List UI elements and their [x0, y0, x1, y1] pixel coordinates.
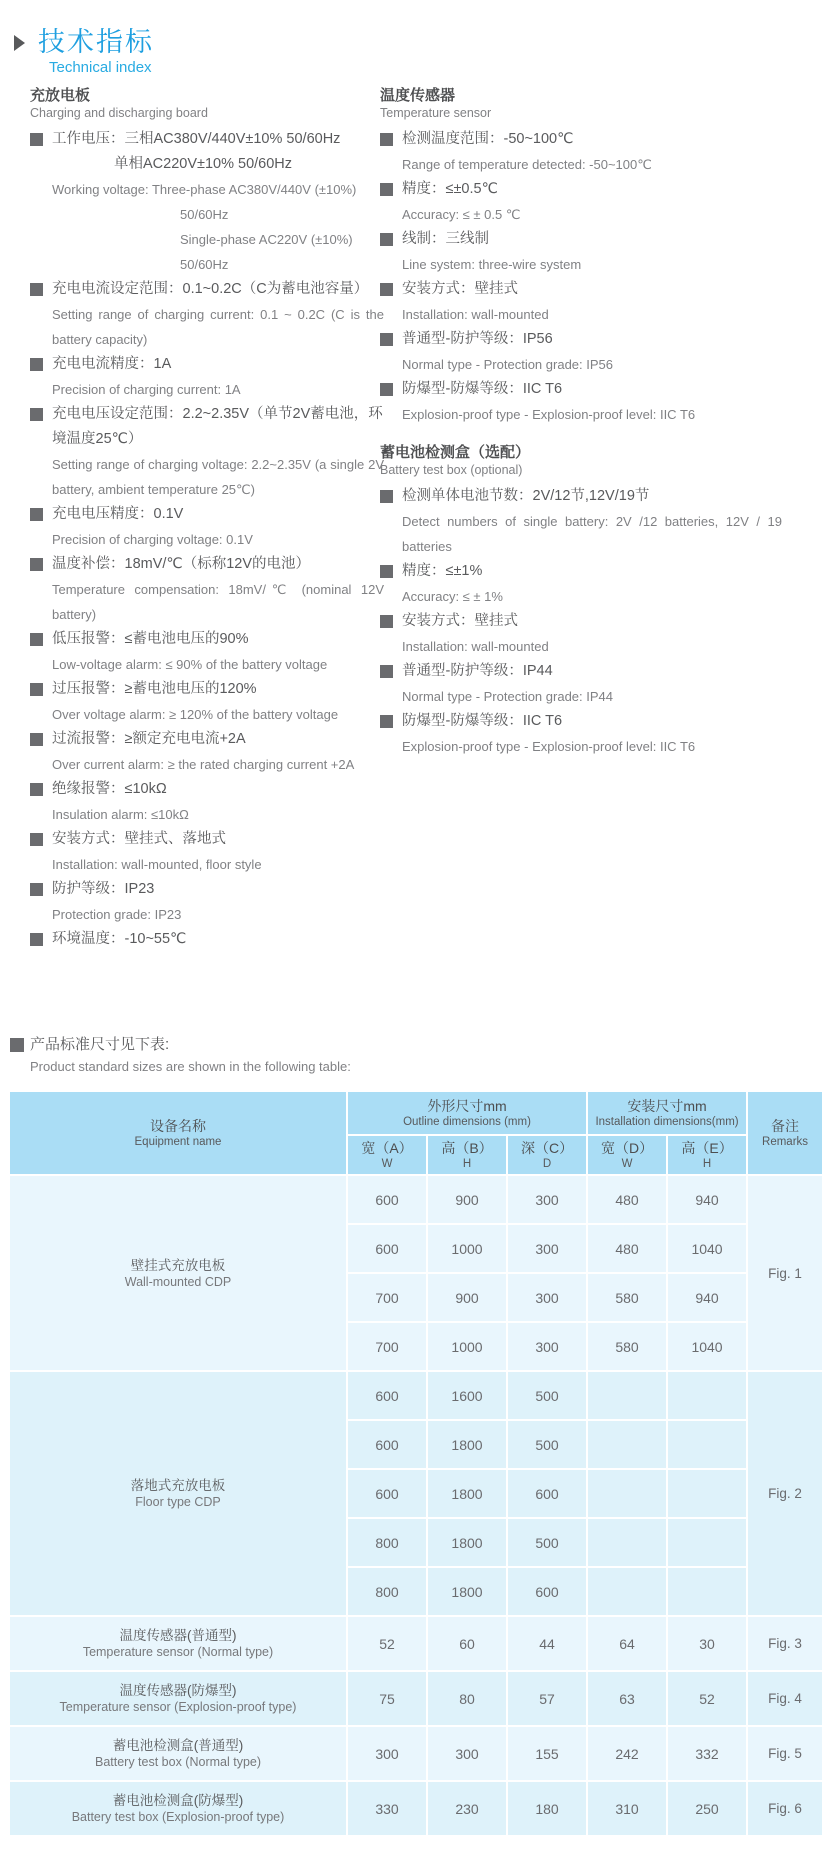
bullet-square-icon — [30, 283, 43, 296]
spec-text-en: Over voltage alarm: ≥ 120% of the battery voltage — [52, 707, 339, 722]
spec-item — [30, 927, 384, 952]
spec-item — [30, 402, 384, 502]
dimension-cell: 44 — [507, 1616, 587, 1671]
spec-text-en: Low-voltage alarm: ≤ 90% of the battery voltage — [52, 657, 328, 672]
bullet-square-icon — [30, 683, 43, 696]
equipment-name-cell — [9, 1616, 347, 1671]
spec-item — [30, 627, 384, 677]
col-header-depth-c — [507, 1135, 587, 1175]
dimension-cell: 900 — [427, 1273, 507, 1322]
dimension-cell: 300 — [427, 1726, 507, 1781]
spec-section — [30, 86, 384, 952]
dimension-cell: 230 — [427, 1781, 507, 1836]
section-heading-en: Temperature sensor — [380, 106, 492, 120]
dimension-cell: 600 — [347, 1469, 427, 1518]
spec-text-en: Detect numbers of single battery: 2V /12 batteries, 12V / 19 batteries — [402, 514, 782, 554]
equipment-name-zh: 壁挂式充放电板 — [130, 1257, 226, 1273]
dimension-cell: 310 — [587, 1781, 667, 1836]
spec-text-en: Single-phase AC220V (±10%) 50/60Hz — [180, 232, 353, 272]
table-note-zh: 产品标准尺寸见下表: — [30, 1036, 170, 1053]
spec-item — [380, 177, 782, 227]
table-row — [9, 1781, 823, 1836]
bullet-square-icon — [10, 1038, 24, 1052]
dimension-cell — [667, 1518, 747, 1567]
spec-column-right — [380, 86, 782, 775]
spec-item — [380, 659, 782, 709]
spec-text-en: Explosion-proof type - Explosion-proof level: IIC T6 — [402, 407, 696, 422]
equipment-name-en: Wall-mounted CDP — [124, 1274, 232, 1289]
section-heading-en: Charging and discharging board — [30, 106, 208, 120]
spec-text-zh: 过压报警：≥蓄电池电压的120% — [52, 681, 257, 697]
spec-text-zh: 环境温度：-10~55℃ — [52, 931, 187, 947]
dimension-cell: 30 — [667, 1616, 747, 1671]
spec-text-zh: 普通型-防护等级：IP44 — [402, 663, 553, 679]
spec-text-en: Setting range of charging voltage: 2.2~2.35V (a single 2V battery, ambient temperature 25℃) — [52, 457, 384, 497]
spec-text-en: Protection grade: IP23 — [52, 907, 182, 922]
spec-text-en: Range of temperature detected: -50~100℃ — [402, 157, 652, 172]
spec-section — [380, 443, 782, 759]
dimension-cell: 940 — [667, 1273, 747, 1322]
equipment-name-cell — [9, 1371, 347, 1616]
spec-item — [30, 827, 384, 877]
dimension-cell: 800 — [347, 1518, 427, 1567]
spec-text-zh: 防爆型-防爆等级：IIC T6 — [402, 713, 563, 729]
dimension-cell: 63 — [587, 1671, 667, 1726]
table-note-en: Product standard sizes are shown in the following table: — [30, 1059, 351, 1074]
spec-item — [30, 277, 384, 352]
dimension-cell: 580 — [587, 1273, 667, 1322]
spec-text-en: Accuracy: ≤ ± 0.5 ℃ — [402, 207, 521, 222]
spec-item — [30, 502, 384, 552]
dimension-cell: 330 — [347, 1781, 427, 1836]
dimension-cell: 332 — [667, 1726, 747, 1781]
dimension-cell: 600 — [507, 1567, 587, 1616]
section-heading-zh: 蓄电池检测盒（选配） — [380, 444, 531, 461]
dimension-cell: 600 — [347, 1224, 427, 1273]
dimension-cell: 580 — [587, 1322, 667, 1371]
spec-text-zh: 充电电压精度：0.1V — [52, 506, 184, 522]
dimension-cell: 480 — [587, 1175, 667, 1224]
spec-text-en: Precision of charging current: 1A — [52, 382, 241, 397]
col-header-width-a — [347, 1135, 427, 1175]
remark-cell: Fig. 4 — [747, 1671, 823, 1726]
spec-item — [30, 777, 384, 827]
spec-text-en: Over current alarm: ≥ the rated charging current +2A — [52, 757, 355, 772]
page-header — [14, 26, 154, 77]
spec-item — [380, 559, 782, 609]
col-header-equipment-zh: 设备名称 — [150, 1117, 206, 1134]
bullet-square-icon — [380, 283, 393, 296]
spec-item — [380, 127, 782, 177]
bullet-square-icon — [30, 883, 43, 896]
bullet-square-icon — [380, 490, 393, 503]
spec-item — [380, 609, 782, 659]
bullet-square-icon — [380, 665, 393, 678]
equipment-name-zh: 落地式充放电板 — [130, 1478, 226, 1493]
spec-item — [30, 352, 384, 402]
spec-text-zh: 普通型-防护等级：IP56 — [402, 331, 553, 347]
dimension-cell: 500 — [507, 1420, 587, 1469]
dimension-cell: 242 — [587, 1726, 667, 1781]
bullet-square-icon — [380, 333, 393, 346]
bullet-square-icon — [30, 133, 43, 146]
page-subtitle: Technical index — [49, 59, 152, 76]
table-row — [9, 1671, 823, 1726]
dimension-cell: 1000 — [427, 1224, 507, 1273]
sub-header-zh: 宽（A） — [361, 1139, 413, 1156]
spec-text-zh: 防护等级：IP23 — [52, 881, 155, 897]
dimension-cell — [667, 1567, 747, 1616]
page-title-block — [25, 26, 154, 77]
spec-text-zh: 安装方式：壁挂式、落地式 — [52, 831, 226, 847]
spec-section — [380, 86, 782, 427]
dimension-cell: 940 — [667, 1175, 747, 1224]
spec-item — [30, 127, 384, 277]
spec-item — [380, 484, 782, 559]
spec-text-en: 50/60Hz — [180, 207, 229, 222]
dimension-cell: 900 — [427, 1175, 507, 1224]
spec-text-en: Setting range of charging current: 0.1 ~ 0.2C (C is the battery capacity) — [52, 307, 384, 347]
spec-text-zh: 防爆型-防爆等级：IIC T6 — [402, 381, 563, 397]
dimension-cell: 500 — [507, 1371, 587, 1420]
spec-text-zh: 线制：三线制 — [402, 231, 489, 247]
table-note — [10, 1034, 630, 1078]
section-arrow-icon — [14, 35, 25, 51]
spec-item — [380, 277, 782, 327]
bullet-square-icon — [30, 833, 43, 846]
section-heading-zh: 充放电板 — [30, 87, 91, 104]
section-heading-en: Battery test box (optional) — [380, 463, 523, 477]
spec-text-zh: 精度：≤±1% — [402, 563, 483, 579]
dimension-cell — [587, 1371, 667, 1420]
dimension-cell: 155 — [507, 1726, 587, 1781]
col-header-installation — [587, 1091, 747, 1135]
spec-item — [380, 227, 782, 277]
spec-text-en: Normal type - Protection grade: IP44 — [402, 689, 613, 704]
spec-item — [30, 877, 384, 927]
spec-text-zh: 温度补偿：18mV/℃（标称12V的电池） — [52, 556, 310, 572]
dimension-cell — [667, 1371, 747, 1420]
spec-text-zh: 安装方式：壁挂式 — [402, 613, 518, 629]
spec-text-zh: 检测单体电池节数：2V/12节,12V/19节 — [402, 488, 650, 504]
dimension-cell: 1600 — [427, 1371, 507, 1420]
spec-text-zh: 充电电压设定范围：2.2~2.35V（单节2V蓄电池，环境温度25℃） — [52, 406, 383, 447]
bullet-square-icon — [30, 783, 43, 796]
sub-header-zh: 宽（D） — [600, 1139, 654, 1156]
col-header-remarks-en: Remarks — [762, 1135, 809, 1148]
equipment-name-zh: 蓄电池检测盒(普通型) — [112, 1738, 244, 1753]
dimension-cell — [587, 1518, 667, 1567]
spec-text-zh: 精度：≤±0.5℃ — [402, 181, 498, 197]
dimension-cell: 64 — [587, 1616, 667, 1671]
spec-text-en: Insulation alarm: ≤10kΩ — [52, 807, 189, 822]
col-header-installation-en: Installation dimensions(mm) — [595, 1115, 739, 1128]
spec-text-zh: 安装方式：壁挂式 — [402, 281, 518, 297]
table-row — [9, 1371, 823, 1420]
bullet-square-icon — [30, 633, 43, 646]
spec-text-en: Installation: wall-mounted — [402, 307, 549, 322]
equipment-name-en: Battery test box (Normal type) — [94, 1755, 262, 1769]
col-header-outline — [347, 1091, 587, 1135]
equipment-name-zh: 温度传感器(防爆型) — [119, 1683, 237, 1698]
dimension-cell — [667, 1420, 747, 1469]
col-header-equipment — [9, 1091, 347, 1175]
spec-text-zh: 过流报警：≥额定充电电流+2A — [52, 731, 246, 747]
spec-text-zh: 低压报警：≤蓄电池电压的90% — [52, 631, 249, 647]
dimension-cell: 600 — [507, 1469, 587, 1518]
remark-cell: Fig. 3 — [747, 1616, 823, 1671]
table-row — [9, 1616, 823, 1671]
page-title: 技术指标 — [38, 27, 154, 57]
dimension-cell: 300 — [347, 1726, 427, 1781]
dimension-cell: 75 — [347, 1671, 427, 1726]
dimension-cell: 600 — [347, 1371, 427, 1420]
bullet-square-icon — [30, 933, 43, 946]
col-header-remarks-zh: 备注 — [771, 1117, 800, 1134]
sub-header-en: H — [462, 1157, 472, 1170]
bullet-square-icon — [30, 408, 43, 421]
bullet-square-icon — [30, 358, 43, 371]
size-table — [8, 1090, 824, 1837]
remark-cell: Fig. 1 — [747, 1175, 823, 1371]
spec-text-en: Normal type - Protection grade: IP56 — [402, 357, 613, 372]
table-row — [9, 1726, 823, 1781]
spec-item — [30, 677, 384, 727]
dimension-cell: 700 — [347, 1273, 427, 1322]
col-header-remarks — [747, 1091, 823, 1175]
equipment-name-en: Temperature sensor (Explosion-proof type) — [59, 1700, 297, 1714]
spec-text-zh: 绝缘报警：≤10kΩ — [52, 781, 167, 797]
spec-text-zh: 工作电压：三相AC380V/440V±10% 50/60Hz — [52, 131, 341, 147]
dimension-cell: 500 — [507, 1518, 587, 1567]
sub-header-zh: 高（B） — [441, 1139, 493, 1156]
spec-text-zh: 充电电流精度：1A — [52, 356, 172, 372]
bullet-square-icon — [380, 133, 393, 146]
bullet-square-icon — [380, 233, 393, 246]
spec-text-en: Installation: wall-mounted — [402, 639, 549, 654]
dimension-cell: 1800 — [427, 1567, 507, 1616]
dimension-cell: 800 — [347, 1567, 427, 1616]
col-header-installation-zh: 安装尺寸mm — [627, 1097, 707, 1114]
dimension-cell — [587, 1469, 667, 1518]
dimension-cell: 480 — [587, 1224, 667, 1273]
equipment-name-en: Floor type CDP — [135, 1495, 221, 1509]
dimension-cell: 250 — [667, 1781, 747, 1836]
dimension-cell — [667, 1469, 747, 1518]
dimension-cell: 1000 — [427, 1322, 507, 1371]
dimension-cell: 300 — [507, 1273, 587, 1322]
spec-item — [380, 377, 782, 427]
remark-cell: Fig. 6 — [747, 1781, 823, 1836]
dimension-cell — [587, 1420, 667, 1469]
dimension-cell: 600 — [347, 1420, 427, 1469]
dimension-cell: 1800 — [427, 1518, 507, 1567]
bullet-square-icon — [380, 383, 393, 396]
sub-header-en: W — [381, 1157, 393, 1170]
section-heading-zh: 温度传感器 — [380, 87, 456, 104]
equipment-name-cell — [9, 1781, 347, 1836]
dimension-cell: 300 — [507, 1224, 587, 1273]
equipment-name-cell — [9, 1175, 347, 1371]
spec-column-left — [30, 86, 384, 968]
dimension-cell: 1800 — [427, 1469, 507, 1518]
col-header-height-b — [427, 1135, 507, 1175]
spec-text-en: Working voltage: Three-phase AC380V/440V (±10%) — [52, 182, 357, 197]
remark-cell: Fig. 5 — [747, 1726, 823, 1781]
equipment-name-zh: 蓄电池检测盒(防爆型) — [112, 1793, 244, 1808]
col-header-width-d — [587, 1135, 667, 1175]
dimension-cell: 80 — [427, 1671, 507, 1726]
sub-header-zh: 高（E） — [681, 1139, 733, 1156]
bullet-square-icon — [30, 558, 43, 571]
spec-text-zh: 单相AC220V±10% 50/60Hz — [114, 156, 293, 172]
dimension-cell: 180 — [507, 1781, 587, 1836]
sub-header-zh: 深（C） — [520, 1139, 574, 1156]
spec-text-zh: 检测温度范围：-50~100℃ — [402, 131, 574, 147]
dimension-cell: 1040 — [667, 1322, 747, 1371]
bullet-square-icon — [30, 508, 43, 521]
sub-header-en: W — [621, 1157, 633, 1170]
dimension-cell: 300 — [507, 1175, 587, 1224]
spec-text-en: Line system: three-wire system — [402, 257, 582, 272]
dimension-cell: 60 — [427, 1616, 507, 1671]
dimension-cell: 1800 — [427, 1420, 507, 1469]
bullet-square-icon — [380, 565, 393, 578]
spec-item — [30, 552, 384, 627]
remark-cell: Fig. 2 — [747, 1371, 823, 1616]
spec-text-en: Installation: wall-mounted, floor style — [52, 857, 262, 872]
table-row — [9, 1175, 823, 1224]
equipment-name-en: Battery test box (Explosion-proof type) — [71, 1810, 285, 1824]
spec-text-en: Explosion-proof type - Explosion-proof level: IIC T6 — [402, 739, 696, 754]
bullet-square-icon — [380, 715, 393, 728]
spec-item — [380, 709, 782, 759]
size-table-body — [9, 1175, 823, 1836]
col-header-height-e — [667, 1135, 747, 1175]
spec-item — [380, 327, 782, 377]
dimension-cell: 700 — [347, 1322, 427, 1371]
col-header-outline-en: Outline dimensions (mm) — [403, 1115, 531, 1128]
sub-header-en: D — [542, 1157, 552, 1170]
spec-text-en: Accuracy: ≤ ± 1% — [402, 589, 503, 604]
spec-text-en: Precision of charging voltage: 0.1V — [52, 532, 253, 547]
dimension-cell: 57 — [507, 1671, 587, 1726]
bullet-square-icon — [380, 183, 393, 196]
spec-text-en: Temperature compensation: 18mV/℃ (nominal 12V battery) — [52, 582, 384, 622]
dimension-cell: 52 — [347, 1616, 427, 1671]
dimension-cell: 1040 — [667, 1224, 747, 1273]
size-table-header — [9, 1091, 823, 1175]
dimension-cell: 52 — [667, 1671, 747, 1726]
spec-item — [30, 727, 384, 777]
bullet-square-icon — [380, 615, 393, 628]
dimension-cell: 300 — [507, 1322, 587, 1371]
col-header-outline-zh: 外形尺寸mm — [427, 1097, 507, 1114]
spec-text-zh: 充电电流设定范围：0.1~0.2C（C为蓄电池容量） — [52, 281, 369, 297]
dimension-cell: 600 — [347, 1175, 427, 1224]
bullet-square-icon — [30, 733, 43, 746]
sub-header-en: H — [702, 1157, 712, 1170]
equipment-name-cell — [9, 1726, 347, 1781]
equipment-name-en: Temperature sensor (Normal type) — [82, 1645, 274, 1659]
equipment-name-cell — [9, 1671, 347, 1726]
equipment-name-zh: 温度传感器(普通型) — [119, 1628, 237, 1643]
col-header-equipment-en: Equipment name — [134, 1135, 222, 1148]
dimension-cell — [587, 1567, 667, 1616]
